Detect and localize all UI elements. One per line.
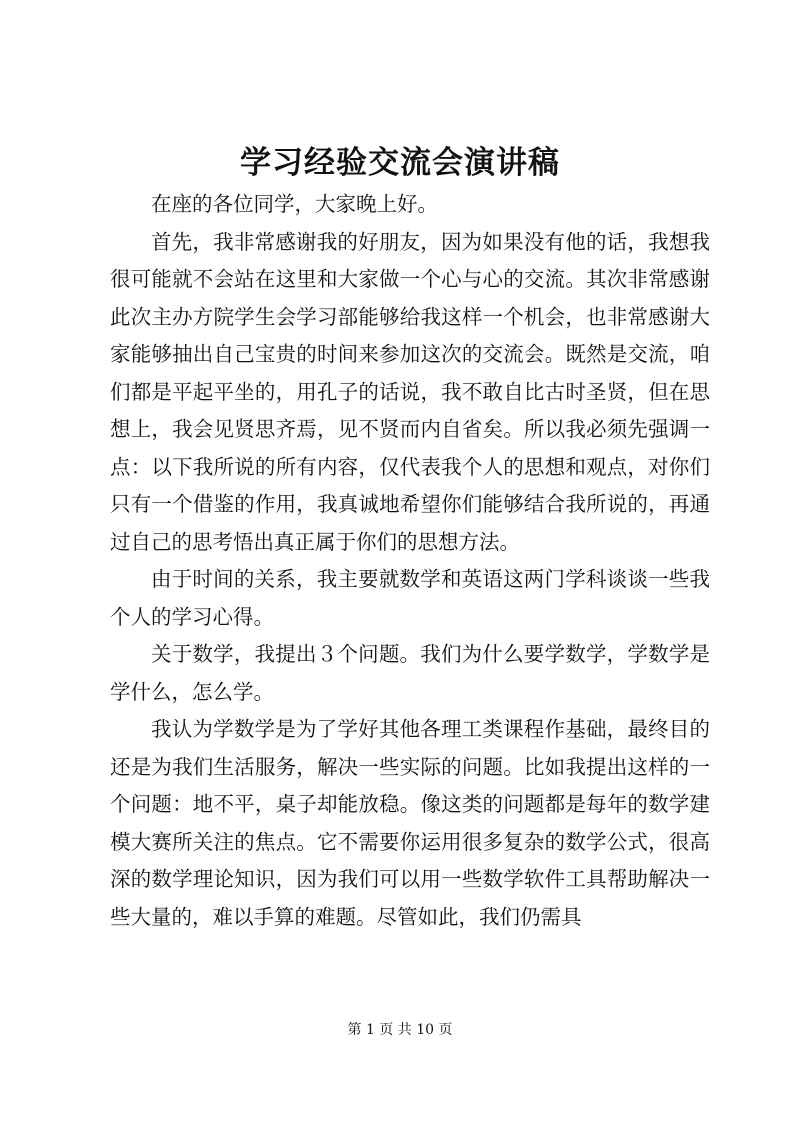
paragraph-math-questions: 关于数学，我提出３个问题。我们为什么要学数学，学数学是学什么，怎么学。 [110, 642, 710, 704]
document-body [110, 186, 710, 936]
paragraph-why-math: 我认为学数学是为了学好其他各理工类课程作基础，最终目的还是为我们生活服务，解决一些实际的问题。比如我提出这样的一个问题：地不平，桌子却能放稳。像这类的问题都是每年的数学建模大赛所关注的焦点。它不需要你运用很多复杂的数学公式，很高深的数学理论知识，因为我们可以用一些数学软件工具帮助解决一些大量的，难以手算的难题。尽管如此，我们仍需具 [110, 717, 710, 929]
paragraph-topics: 由于时间的关系，我主要就数学和英语这两门学科谈谈一些我个人的学习心得。 [110, 567, 710, 629]
page-footer: 第 1 页 共 10 页 [347, 1022, 453, 1038]
document-title: 学习经验交流会演讲稿 [240, 145, 560, 181]
paragraph-thanks: 首先，我非常感谢我的好朋友，因为如果没有他的话，我想我很可能就不会站在这里和大家做一个心与心的交流。其次非常感谢此次主办方院学生会学习部能够给我这样一个机会，也非常感谢大家能够抽出自己宝贵的时间来参加这次的交流会。既然是交流，咱们都是平起平坐的，用孔子的话说，我不敢自比古时圣贤，但在思想上，我会见贤思齐焉，见不贤而内自省矣。所以我必须先强调一点：以下我所说的所有内容，仅代表我个人的思想和观点，对你们只有一个借鉴的作用，我真诚地希望你们能够结合我所说的，再通过自己的思考悟出真正属于你们的思想方法。 [110, 229, 710, 554]
paragraph-greeting: 在座的各位同学，大家晚上好。 [151, 192, 438, 216]
